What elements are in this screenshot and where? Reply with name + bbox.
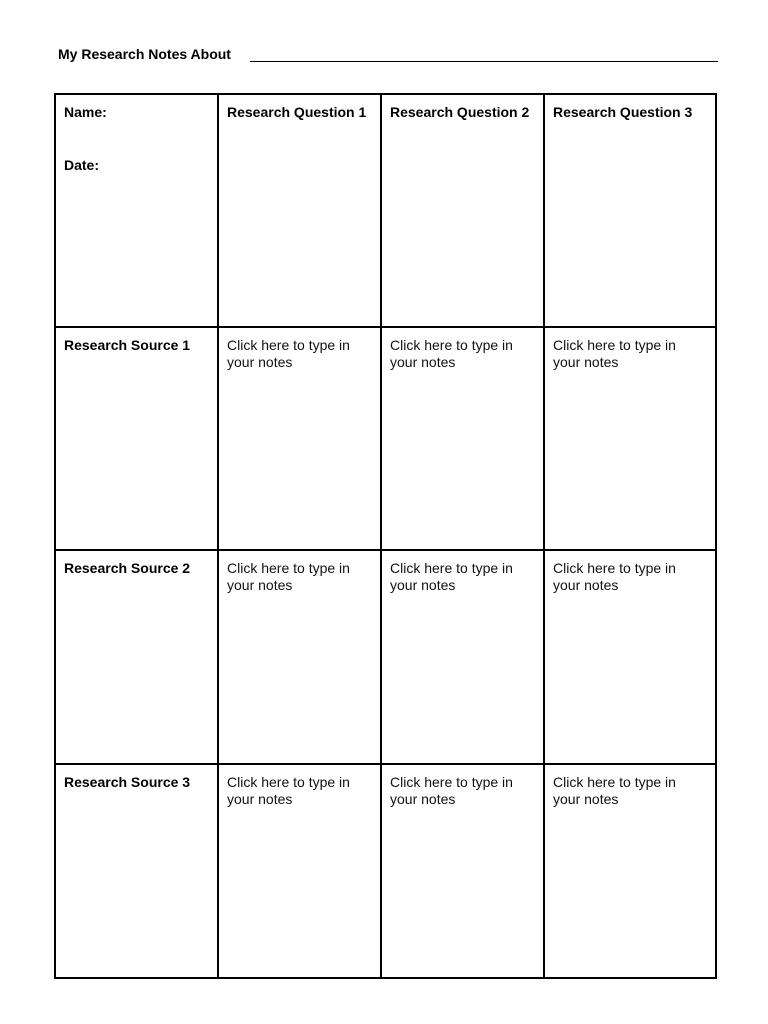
header-row [55, 94, 716, 327]
notes-field[interactable]: Click here to type in your notes [218, 327, 381, 550]
table-row [55, 764, 716, 978]
table-row [55, 327, 716, 550]
date-label: Date: [64, 157, 100, 173]
question-3-header: Research Question 3 [544, 94, 716, 327]
table-row [55, 550, 716, 764]
question-1-header: Research Question 1 [218, 94, 381, 327]
topic-blank-line[interactable] [250, 61, 718, 62]
notes-field[interactable]: Click here to type in your notes [381, 327, 544, 550]
notes-field[interactable]: Click here to type in your notes [544, 764, 716, 978]
notes-field[interactable]: Click here to type in your notes [544, 550, 716, 764]
source-2-label: Research Source 2 [55, 550, 218, 764]
notes-field[interactable]: Click here to type in your notes [218, 550, 381, 764]
notes-field[interactable]: Click here to type in your notes [544, 327, 716, 550]
question-2-header: Research Question 2 [381, 94, 544, 327]
page-title: My Research Notes About [58, 46, 231, 62]
name-label: Name: [64, 104, 107, 120]
name-date-cell [55, 94, 218, 327]
notes-field[interactable]: Click here to type in your notes [218, 764, 381, 978]
research-notes-table [54, 93, 717, 979]
source-3-label: Research Source 3 [55, 764, 218, 978]
notes-field[interactable]: Click here to type in your notes [381, 764, 544, 978]
source-1-label: Research Source 1 [55, 327, 218, 550]
notes-field[interactable]: Click here to type in your notes [381, 550, 544, 764]
